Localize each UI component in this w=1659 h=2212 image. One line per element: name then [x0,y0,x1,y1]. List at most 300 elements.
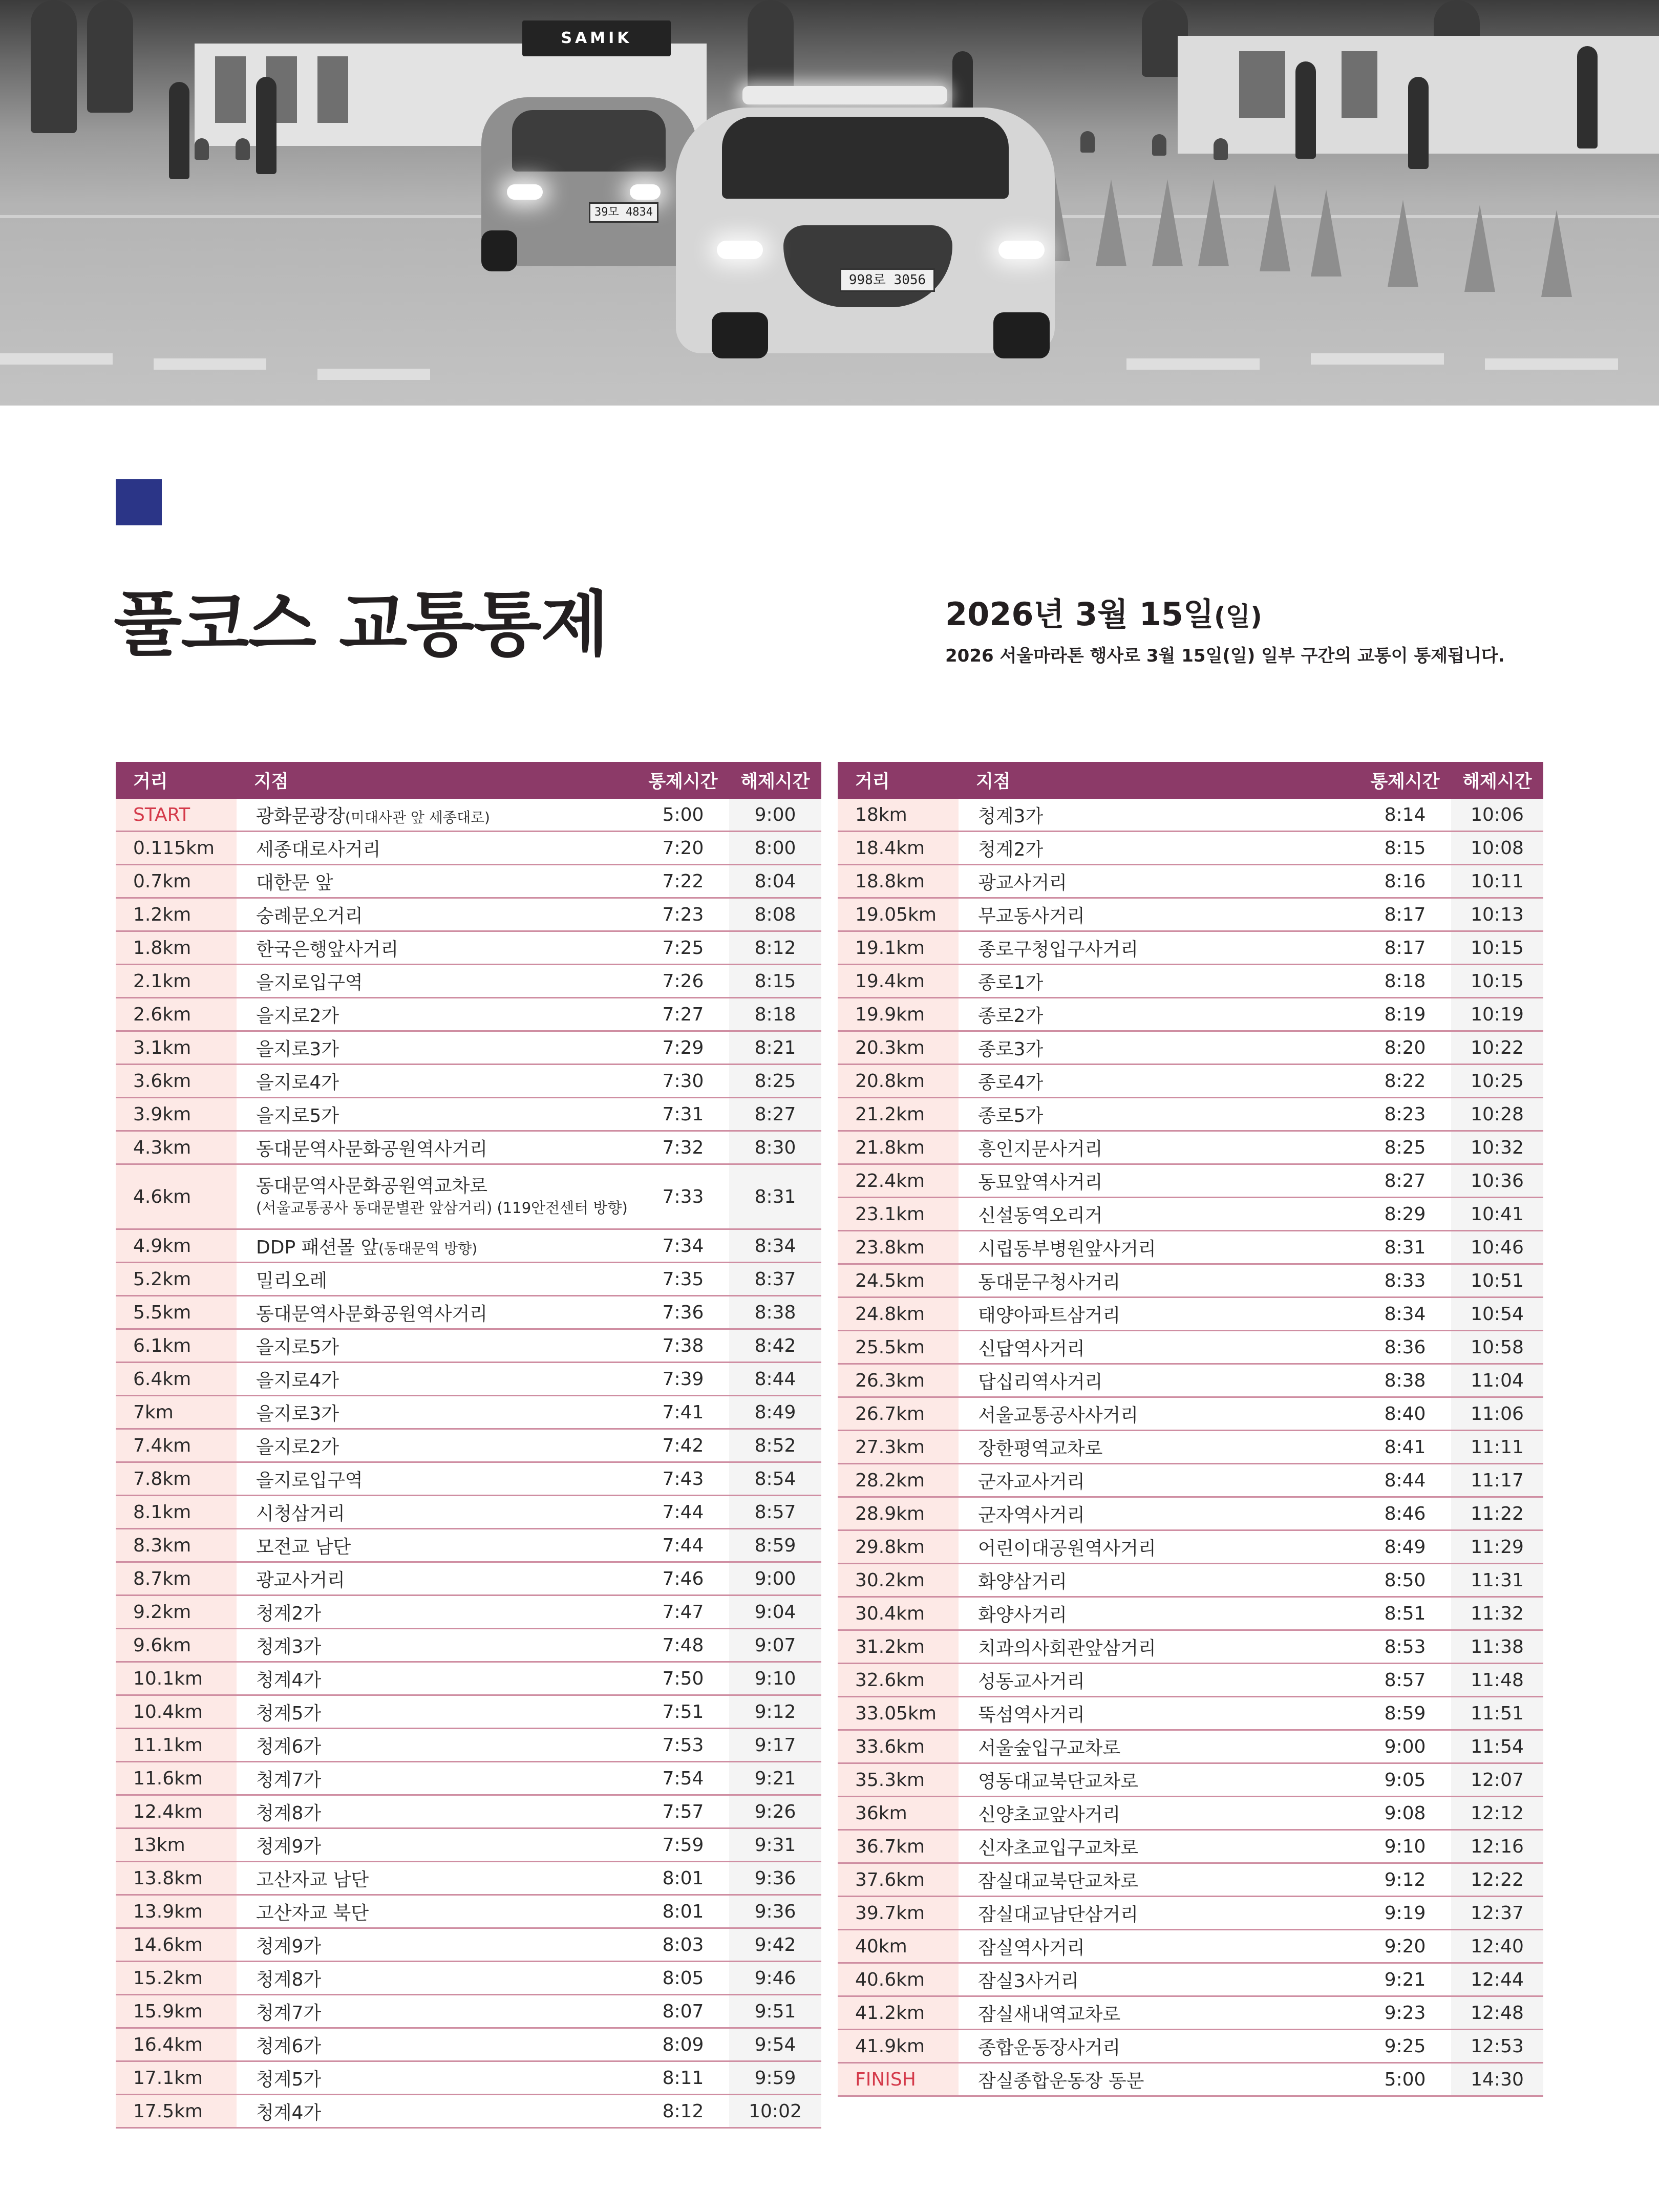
cell-control-time: 8:01 [637,1895,729,1928]
fence-poster [1342,51,1377,118]
cell-release-time: 9:46 [729,1962,821,1995]
location-name: 을지로4가 [256,1370,339,1391]
cell-control-time: 8:20 [1359,1031,1451,1065]
cell-distance: 11.6km [116,1762,237,1795]
cell-control-time: 8:09 [637,2028,729,2061]
location-name: 군자역사거리 [978,1504,1085,1526]
cell-control-time: 9:21 [1359,1963,1451,1996]
table-row [838,1763,1543,1797]
header-distance: 거리 [133,772,168,792]
table-row [116,1562,821,1596]
location-name: 청계3가 [978,805,1044,827]
cell-release-time: 9:42 [729,1928,821,1962]
headlight [507,184,543,200]
location-name: 을지로2가 [256,1436,339,1458]
wheel [993,312,1050,358]
table-row [116,998,821,1031]
cell-release-time: 9:17 [729,1729,821,1762]
cell-location [959,1331,1359,1364]
cell-distance: 10.1km [116,1662,237,1695]
cell-distance: 9.6km [116,1629,237,1662]
cell-control-time: 7:30 [637,1065,729,1098]
cell-release-time: 9:21 [729,1762,821,1795]
cell-release-time: 8:31 [729,1164,821,1229]
cell-control-time: 8:01 [637,1862,729,1895]
cell-distance: 4.6km [116,1164,237,1229]
cell-release-time: 10:28 [1451,1098,1543,1131]
location-name: 을지로4가 [256,1072,339,1093]
cell-control-time: 7:44 [637,1496,729,1529]
table-row [116,1164,821,1229]
cell-distance: 40km [838,1930,959,1963]
table-row [116,1729,821,1762]
location-note: (미대사관 앞 세종대로) [345,809,490,826]
cell-release-time: 12:16 [1451,1830,1543,1863]
cell-distance: 13km [116,1828,237,1862]
table-row [116,1429,821,1462]
cell-distance: 22.4km [838,1164,959,1198]
road-line [0,353,113,365]
cell-distance: 3.6km [116,1065,237,1098]
cell-distance: 30.4km [838,1597,959,1630]
cell-location [959,1963,1359,1996]
location-name: 을지로3가 [256,1403,339,1424]
location-name: 청계7가 [256,1769,322,1791]
table-row [838,1497,1543,1530]
cell-control-time: 9:25 [1359,2030,1451,2063]
cell-control-time: 8:49 [1359,1530,1451,1564]
cell-distance: 23.8km [838,1231,959,1264]
event-date [945,594,1262,637]
table-row [838,2030,1543,2063]
cell-location [959,1797,1359,1830]
location-name: 밀리오레 [256,1270,328,1291]
cell-location [237,1762,637,1795]
cell-distance: 36.7km [838,1830,959,1863]
page-title: 풀코스 교통통제 [114,583,608,666]
header-release-time: 해제시간 [1462,772,1532,792]
cell-location [237,1329,637,1363]
cell-location [237,1862,637,1895]
cell-control-time: 8:29 [1359,1198,1451,1231]
location-name: 태양아파트삼거리 [978,1305,1121,1326]
tree [87,0,133,113]
cell-distance: 28.9km [838,1497,959,1530]
cell-location [959,1564,1359,1597]
cell-location [237,1164,637,1229]
table-row [116,1529,821,1562]
event-date-day: (일) [1214,602,1262,631]
cell-release-time: 10:22 [1451,1031,1543,1065]
cell-location [237,931,637,965]
table-row [116,1762,821,1795]
location-name: 종로3가 [978,1038,1044,1060]
cell-control-time: 7:22 [637,865,729,898]
table-row [838,1797,1543,1830]
cell-distance: 27.3km [838,1431,959,1464]
location-name: 군자교사거리 [978,1471,1085,1493]
table-row [116,1695,821,1729]
cell-distance: 20.3km [838,1031,959,1065]
traffic-cone [1260,184,1290,271]
table-row [838,931,1543,965]
table-row [838,1930,1543,1963]
event-date-main: 2026년 3월 15일 [945,595,1214,633]
location-name: 종로구청입구사거리 [978,939,1138,960]
location-name: 영동대교북단교차로 [978,1771,1138,1792]
cell-control-time: 7:23 [637,898,729,931]
cell-control-time: 7:57 [637,1795,729,1828]
table-row [838,1863,1543,1897]
cell-location [959,1930,1359,1963]
cell-location [959,799,1359,832]
table-row [116,1098,821,1131]
cell-control-time: 8:34 [1359,1298,1451,1331]
cell-control-time: 8:18 [1359,965,1451,998]
cell-release-time: 9:00 [729,1562,821,1596]
table-row [838,1464,1543,1497]
tree [748,0,794,92]
table-row [116,931,821,965]
table-header-row [116,762,821,799]
table-row [838,1530,1543,1564]
location-name: 청계5가 [256,2069,322,2090]
cell-release-time: 8:18 [729,998,821,1031]
cell-distance: 7.4km [116,1429,237,1462]
cell-distance: 6.4km [116,1363,237,1396]
bollard [1214,138,1228,160]
cell-release-time: 11:11 [1451,1431,1543,1464]
location-name: 청계2가 [256,1603,322,1624]
cell-release-time: 10:25 [1451,1065,1543,1098]
police-lightbar [742,86,947,104]
table-row [116,1662,821,1695]
cell-location [959,2030,1359,2063]
traffic-cone [1311,189,1342,276]
cell-location [959,1364,1359,1397]
cell-release-time: 9:26 [729,1795,821,1828]
road-line [1485,358,1618,370]
cell-release-time: 10:46 [1451,1231,1543,1264]
cell-distance: 25.5km [838,1331,959,1364]
cell-distance: 18km [838,799,959,832]
pedestrian [169,82,189,179]
bollard [1080,131,1095,153]
table-row [838,1564,1543,1597]
cell-location [237,1031,637,1065]
cell-release-time: 10:36 [1451,1164,1543,1198]
cell-control-time: 8:22 [1359,1065,1451,1098]
location-name: 청계8가 [256,1969,322,1990]
wheel [712,312,768,358]
table-row [116,1995,821,2028]
cell-distance: 19.4km [838,965,959,998]
accent-square [116,479,162,525]
table-row [838,799,1543,832]
license-plate: 998로 3056 [840,268,935,292]
cell-location [237,1396,637,1429]
cell-control-time: 7:29 [637,1031,729,1065]
table-row [116,1396,821,1429]
cell-release-time: 14:30 [1451,2063,1543,2096]
traffic-cone [1464,205,1495,292]
table-row [838,965,1543,998]
cell-release-time: 8:54 [729,1462,821,1496]
cell-distance: 4.9km [116,1229,237,1263]
cell-control-time: 9:12 [1359,1863,1451,1897]
cell-control-time: 7:27 [637,998,729,1031]
cell-location [237,1496,637,1529]
cell-location [959,1763,1359,1797]
cell-location [237,1662,637,1695]
cell-release-time: 12:37 [1451,1897,1543,1930]
table-row [116,1131,821,1164]
table-row [838,1098,1543,1131]
traffic-cone [1541,210,1572,297]
cell-release-time: 8:00 [729,832,821,865]
cell-location [237,1795,637,1828]
cell-release-time: 11:32 [1451,1597,1543,1630]
cell-release-time: 12:44 [1451,1963,1543,1996]
table-row [116,1263,821,1296]
table-row [116,1229,821,1263]
location-name: 시청삼거리 [256,1503,345,1524]
cell-control-time: 9:10 [1359,1830,1451,1863]
table-row [116,1828,821,1862]
cell-distance: 6.1km [116,1329,237,1363]
cell-location [237,1928,637,1962]
cell-distance: 30.2km [838,1564,959,1597]
fence-poster [317,56,348,123]
cell-distance: 24.8km [838,1298,959,1331]
table-row [838,1331,1543,1364]
header-release-time: 해제시간 [740,772,810,792]
location-name: 광교사거리 [256,1569,345,1591]
cell-location [959,1031,1359,1065]
table-row [116,1928,821,1962]
cell-control-time: 8:57 [1359,1664,1451,1697]
table-row [838,1131,1543,1164]
cell-control-time: 9:23 [1359,1996,1451,2030]
cell-control-time: 7:20 [637,832,729,865]
cell-release-time: 11:54 [1451,1730,1543,1763]
cell-release-time: 8:38 [729,1296,821,1329]
cell-location [959,1264,1359,1298]
table-row [838,1065,1543,1098]
location-name: 동대문역사문화공원역사거리 [256,1138,488,1160]
cell-release-time: 8:49 [729,1396,821,1429]
location-name: 을지로5가 [256,1336,339,1358]
cell-location [237,898,637,931]
table-row [838,865,1543,898]
cell-location [237,1895,637,1928]
table-row [116,1962,821,1995]
cell-location [237,1229,637,1263]
table-row [838,1996,1543,2030]
cell-distance: 2.1km [116,965,237,998]
location-name: 청계4가 [256,1669,322,1691]
cell-distance: 15.2km [116,1962,237,1995]
location-name: 화양사거리 [978,1604,1067,1626]
cell-location [237,865,637,898]
cell-location [237,1629,637,1662]
cell-distance: 26.3km [838,1364,959,1397]
cell-location [959,1630,1359,1664]
cell-location [959,1996,1359,2030]
cell-location [237,1695,637,1729]
cell-control-time: 8:36 [1359,1331,1451,1364]
cell-release-time: 8:37 [729,1263,821,1296]
cell-release-time: 10:41 [1451,1198,1543,1231]
cell-distance: 5.2km [116,1263,237,1296]
cell-distance: 24.5km [838,1264,959,1298]
location-name: 종로2가 [978,1005,1044,1027]
location-detail: (서울교통공사 동대문별관 앞삼거리) (119안전센터 방향) [256,1199,628,1217]
traffic-cone [1152,179,1183,266]
location-name: 숭례문오거리 [256,905,363,927]
cell-location [237,1429,637,1462]
cell-control-time: 8:41 [1359,1431,1451,1464]
cell-control-time: 8:46 [1359,1497,1451,1530]
cell-release-time: 8:15 [729,965,821,998]
cell-location [959,1830,1359,1863]
table-row [838,898,1543,931]
location-name: 신자초교입구교차로 [978,1837,1138,1859]
cell-release-time: 12:12 [1451,1797,1543,1830]
table-row [116,1296,821,1329]
location-name: 화양삼거리 [978,1571,1067,1592]
cell-distance: 39.7km [838,1897,959,1930]
cell-distance: 17.5km [116,2095,237,2128]
cell-distance: 1.2km [116,898,237,931]
cell-distance: 13.9km [116,1895,237,1928]
cell-distance: 23.1km [838,1198,959,1231]
location-name: 청계5가 [256,1703,322,1724]
cell-release-time: 11:38 [1451,1630,1543,1664]
table-header-row [838,762,1543,799]
table-row [116,965,821,998]
cell-control-time: 8:14 [1359,799,1451,832]
location-name: 신설동역오리거 [978,1205,1103,1226]
cell-control-time: 8:38 [1359,1364,1451,1397]
cell-location [959,1397,1359,1431]
table-row [116,1596,821,1629]
cell-location [959,898,1359,931]
table-row [116,1031,821,1065]
cell-location [959,1164,1359,1198]
location-name: 한국은행앞사거리 [256,939,399,960]
location-name: 청계3가 [256,1636,322,1657]
bollard [195,138,209,160]
cell-location [959,1131,1359,1164]
cell-location [959,1664,1359,1697]
table-row [116,1363,821,1396]
cell-release-time: 12:53 [1451,2030,1543,2063]
cell-distance: 33.05km [838,1697,959,1730]
cell-distance: 19.05km [838,898,959,931]
cell-distance: 7.8km [116,1462,237,1496]
location-name: 잠실역사거리 [978,1937,1085,1959]
location-name: 잠실3사거리 [978,1970,1079,1992]
cell-location [959,1730,1359,1763]
header-location: 지점 [976,772,1011,792]
cell-release-time: 10:08 [1451,832,1543,865]
location-name: 청계4가 [256,2102,322,2123]
cell-control-time: 8:05 [637,1962,729,1995]
cell-control-time: 8:25 [1359,1131,1451,1164]
cell-location [959,1497,1359,1530]
road-line [1126,358,1260,370]
cell-distance: 9.2km [116,1596,237,1629]
table-row [838,1198,1543,1231]
cell-distance: 14.6km [116,1928,237,1962]
cell-distance: 5.5km [116,1296,237,1329]
cell-control-time: 8:51 [1359,1597,1451,1630]
location-name: 청계9가 [256,1836,322,1857]
cell-location [959,1530,1359,1564]
location-name: 동대문역사문화공원역사거리 [256,1303,488,1325]
headlight [630,184,661,200]
table-row [116,2061,821,2095]
cell-control-time: 7:50 [637,1662,729,1695]
cell-location [959,1597,1359,1630]
cell-control-time: 9:05 [1359,1763,1451,1797]
cell-release-time: 10:54 [1451,1298,1543,1331]
cell-location [237,1065,637,1098]
table-row [116,832,821,865]
location-name: 광교사거리 [978,872,1067,894]
cell-location [237,998,637,1031]
cell-release-time: 9:04 [729,1596,821,1629]
cell-control-time: 8:11 [637,2061,729,2095]
cell-location [959,2063,1359,2096]
location-name: 을지로입구역 [256,1470,363,1491]
cell-release-time: 10:15 [1451,931,1543,965]
cell-control-time: 5:00 [1359,2063,1451,2096]
location-name: 답십리역사거리 [978,1371,1103,1393]
cell-distance: 2.6km [116,998,237,1031]
cell-distance: 18.4km [838,832,959,865]
tree [31,0,77,133]
cell-control-time: 8:59 [1359,1697,1451,1730]
cell-release-time: 11:22 [1451,1497,1543,1530]
cell-control-time: 8:12 [637,2095,729,2128]
cell-release-time: 9:51 [729,1995,821,2028]
cell-release-time: 9:07 [729,1629,821,1662]
cell-location [959,998,1359,1031]
location-name: 무교동사거리 [978,905,1085,927]
cell-distance: 11.1km [116,1729,237,1762]
cell-release-time: 10:06 [1451,799,1543,832]
location-name: DDP 패션몰 앞 [256,1237,379,1258]
table-row [838,998,1543,1031]
cell-release-time: 8:52 [729,1429,821,1462]
cell-location [959,1863,1359,1897]
cell-location [959,1897,1359,1930]
cell-location [237,1098,637,1131]
cell-release-time: 10:58 [1451,1331,1543,1364]
cell-location [959,1464,1359,1497]
cell-release-time: 10:32 [1451,1131,1543,1164]
cell-distance: 3.1km [116,1031,237,1065]
cell-release-time: 8:21 [729,1031,821,1065]
cell-distance: 20.8km [838,1065,959,1098]
table-row [116,898,821,931]
cell-control-time: 8:16 [1359,865,1451,898]
cell-release-time: 10:15 [1451,965,1543,998]
table-row [838,1830,1543,1863]
traffic-table-left [116,762,821,2129]
